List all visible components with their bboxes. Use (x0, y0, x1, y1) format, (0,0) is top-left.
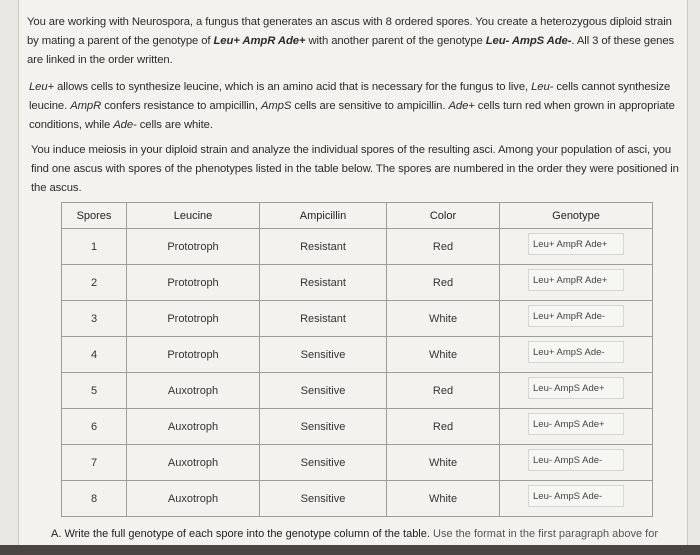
text: allows cells to synthesize leucine, which is an amino acid that is necessary for the fungus to live, (54, 81, 532, 93)
color-phenotype: Red (387, 373, 500, 409)
color-phenotype: White (387, 337, 500, 373)
text: Ade- (113, 119, 137, 131)
genotype-cell (500, 229, 653, 265)
spores-table (61, 202, 653, 517)
text: . All 3 of these genes are linked in the order written. (27, 35, 675, 66)
text: Ade+ (448, 100, 475, 112)
genotype-cell (500, 337, 653, 373)
leucine-phenotype: Auxotroph (127, 409, 260, 445)
text: cells cannot synthesize leucine. (29, 81, 671, 112)
ampicillin-phenotype: Sensitive (260, 337, 387, 373)
color-phenotype: Red (387, 409, 500, 445)
genotype-input[interactable]: Leu+ AmpS Ade- (528, 341, 624, 363)
leucine-phenotype: Prototroph (127, 265, 260, 301)
leucine-phenotype: Prototroph (127, 301, 260, 337)
table-row (62, 265, 653, 301)
genotype-input[interactable]: Leu+ AmpR Ade- (528, 305, 624, 327)
table-row (62, 301, 653, 337)
text: You are working with Neurospora, a fungus that generates an ascus with 8 ordered spores. You create a heterozygous diploid strain by mating a parent of the genotype of (27, 16, 672, 47)
ampicillin-phenotype: Resistant (260, 229, 387, 265)
header-ampicillin: Ampicillin (260, 203, 387, 229)
leucine-phenotype: Prototroph (127, 229, 260, 265)
question-text-continued: Use the format in the first paragraph above for (429, 528, 658, 540)
text: cells are sensitive to ampicillin. (291, 100, 449, 112)
spore-number: 2 (62, 265, 127, 301)
text: cells turn red when grown in appropriate conditions, while (29, 100, 675, 131)
genotype-input[interactable]: Leu- AmpS Ade+ (528, 377, 624, 399)
spore-number: 4 (62, 337, 127, 373)
leucine-phenotype: Auxotroph (127, 481, 260, 517)
genotype-cell (500, 373, 653, 409)
gene-description-paragraph (29, 78, 679, 135)
ampicillin-phenotype: Resistant (260, 301, 387, 337)
color-phenotype: Red (387, 265, 500, 301)
spore-number: 1 (62, 229, 127, 265)
parent1-genotype: Leu+ AmpR Ade+ (213, 35, 306, 47)
genotype-cell (500, 301, 653, 337)
experiment-paragraph: You induce meiosis in your diploid strain and analyze the individual spores of the resulting asci. Among your population of asci, you find one ascus with spores of the phenotypes listed in the table below. The spores are numbered in the order they were positioned in the ascus. (31, 144, 679, 194)
spore-number: 8 (62, 481, 127, 517)
leucine-phenotype: Auxotroph (127, 373, 260, 409)
genotype-cell (500, 409, 653, 445)
ampicillin-phenotype: Resistant (260, 265, 387, 301)
spore-number: 7 (62, 445, 127, 481)
genotype-cell (500, 481, 653, 517)
text: confers resistance to ampicillin, (101, 100, 261, 112)
intro-paragraph (27, 13, 677, 70)
text: AmpS (260, 100, 292, 112)
text: cells are white. (136, 119, 213, 131)
question-a (51, 528, 658, 540)
spore-number: 5 (62, 373, 127, 409)
text: with another parent of the genotype (305, 35, 486, 47)
table-row (62, 481, 653, 517)
color-phenotype: White (387, 481, 500, 517)
genotype-cell (500, 265, 653, 301)
leucine-phenotype: Prototroph (127, 337, 260, 373)
screen-bezel (0, 545, 700, 555)
ampicillin-phenotype: Sensitive (260, 409, 387, 445)
spore-number: 3 (62, 301, 127, 337)
genotype-input[interactable]: Leu- AmpS Ade- (528, 449, 624, 471)
color-phenotype: White (387, 301, 500, 337)
genotype-input[interactable]: Leu+ AmpR Ade+ (528, 269, 624, 291)
color-phenotype: White (387, 445, 500, 481)
genotype-input[interactable]: Leu- AmpS Ade- (528, 485, 624, 507)
leucine-phenotype: Auxotroph (127, 445, 260, 481)
document-page (18, 0, 688, 545)
question-text: A. Write the full genotype of each spore into the genotype column of the table. (51, 528, 430, 540)
header-leucine: Leucine (127, 203, 260, 229)
ampicillin-phenotype: Sensitive (260, 481, 387, 517)
header-color: Color (387, 203, 500, 229)
table-row (62, 229, 653, 265)
color-phenotype: Red (387, 229, 500, 265)
genotype-input[interactable]: Leu+ AmpR Ade+ (528, 233, 624, 255)
genotype-cell (500, 445, 653, 481)
table-row (62, 373, 653, 409)
parent2-genotype: Leu- AmpS Ade- (485, 35, 572, 47)
ampicillin-phenotype: Sensitive (260, 373, 387, 409)
text: Leu+ (29, 81, 55, 93)
table-row (62, 409, 653, 445)
genotype-input[interactable]: Leu- AmpS Ade+ (528, 413, 624, 435)
header-genotype: Genotype (500, 203, 653, 229)
table-header-row (62, 203, 653, 229)
spore-number: 6 (62, 409, 127, 445)
ampicillin-phenotype: Sensitive (260, 445, 387, 481)
text: Leu- (531, 81, 554, 93)
text: AmpR (70, 100, 102, 112)
table-row (62, 445, 653, 481)
header-spores: Spores (62, 203, 127, 229)
table-row (62, 337, 653, 373)
